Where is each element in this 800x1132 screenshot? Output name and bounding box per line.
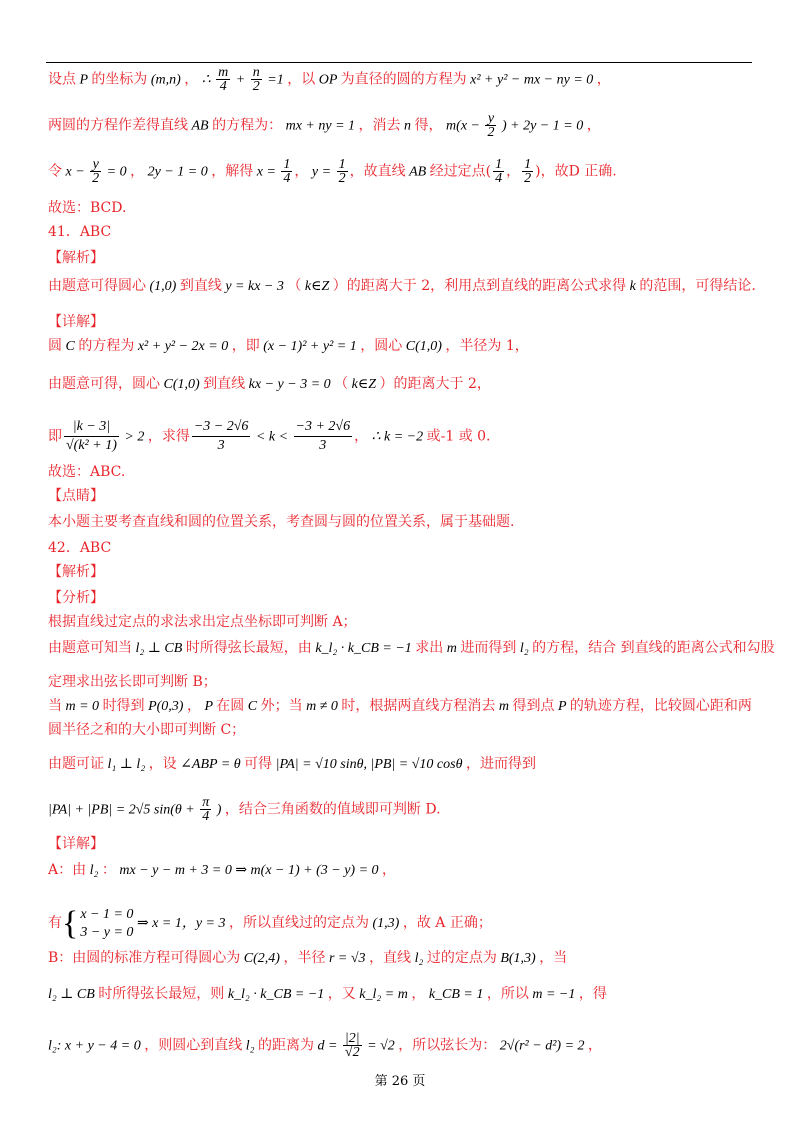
math-expression: |PA| = √10 sinθ, |PB| = √10 cosθ xyxy=(272,757,466,772)
text-run: 故选：ABC. xyxy=(48,464,126,480)
fraction-denominator: 2 xyxy=(338,171,346,186)
text-run: 的范围，可得结论. xyxy=(639,278,756,294)
math-expression: k∈Z xyxy=(348,377,380,392)
text-run: 到直线 xyxy=(179,278,222,294)
text-run: 有 xyxy=(48,915,62,932)
math-expression: ∴ xyxy=(198,72,215,88)
math-expression: ∠ABP = θ xyxy=(176,757,245,772)
fraction-numerator: π xyxy=(202,795,210,810)
fraction-denominator: 2 xyxy=(92,171,100,186)
text-run: ，所以弦长为： xyxy=(398,1037,497,1054)
math-expression: y = xyxy=(308,164,335,180)
text-line xyxy=(48,588,760,608)
text-line xyxy=(48,562,760,582)
text-run: ）的距离大于 2， xyxy=(379,376,491,392)
text-run: ， xyxy=(294,163,309,180)
fraction-numerator: 1 xyxy=(495,157,503,172)
text-line xyxy=(48,672,760,692)
math-expression: ⇒ x = 1，y = 3 xyxy=(133,916,229,932)
math-expression: ) + 2y − 1 = 0 xyxy=(498,118,587,134)
fraction xyxy=(294,418,353,455)
math-expression: |PA| + |PB| = 2√5 sin(θ + xyxy=(48,802,199,818)
fraction xyxy=(337,158,348,185)
math-expression: n xyxy=(400,118,415,134)
text-run: 可得 xyxy=(244,756,273,772)
fraction-numerator: 1 xyxy=(283,157,291,172)
text-line xyxy=(48,796,760,823)
math-expression: B(1,3) xyxy=(496,951,540,966)
text-run: ， xyxy=(184,71,199,88)
fraction-denominator: 4 xyxy=(283,171,291,186)
fraction-denominator: 4 xyxy=(219,79,227,94)
text-run: 42．ABC xyxy=(48,540,112,556)
text-run: 圆 xyxy=(48,338,62,354)
text-line xyxy=(48,834,760,854)
text-line xyxy=(48,486,760,506)
math-expression: (1,0) xyxy=(146,279,180,294)
text-run: 或-1 或 0. xyxy=(426,428,491,445)
text-run: 【详解】 xyxy=(48,314,104,330)
fraction xyxy=(251,66,262,93)
fraction-numerator: |2| xyxy=(344,1031,360,1046)
text-run: 的坐标为 xyxy=(91,71,148,88)
text-run: 当 xyxy=(48,698,62,714)
math-expression: k xyxy=(626,279,640,294)
math-expression: d = xyxy=(313,1038,341,1054)
text-run: 圆半径之和的大小即可判断 C； xyxy=(48,722,246,738)
text-run: 令 xyxy=(48,163,62,180)
text-line xyxy=(48,276,760,297)
math-expression: k_l₂ · k_CB = −1 xyxy=(311,641,416,656)
text-run: 时得到 xyxy=(102,698,145,714)
text-run: 求出 xyxy=(415,640,444,656)
text-line xyxy=(48,158,760,185)
math-expression: x − xyxy=(62,164,89,180)
header-rule xyxy=(46,62,752,63)
fraction xyxy=(485,112,496,139)
math-expression: l₂: x + y − 4 = 0 xyxy=(48,1038,145,1054)
text-run: 进而得到 xyxy=(460,640,517,656)
math-expression: mx + ny = 1 xyxy=(282,118,359,134)
text-run: （ xyxy=(287,278,302,294)
text-line xyxy=(48,612,760,632)
text-run: ， xyxy=(411,986,426,1002)
text-run: ， xyxy=(506,163,521,180)
fraction xyxy=(200,796,211,823)
fraction-numerator: 1 xyxy=(338,157,346,172)
text-run: ： xyxy=(101,862,116,878)
text-run: B：由圆的标准方程可得圆心为 xyxy=(48,950,241,966)
text-line xyxy=(48,336,760,357)
text-run: 由题可证 xyxy=(48,756,104,772)
text-run: ， xyxy=(354,428,369,445)
text-run: 到直线 xyxy=(203,376,246,392)
text-line xyxy=(48,66,760,93)
math-expression: 2y − 1 = 0 xyxy=(144,164,212,180)
math-expression: l₂ xyxy=(242,1038,258,1054)
text-run: 的轨迹方程，比较圆心距和两 xyxy=(569,698,752,714)
text-run: 经过定点( xyxy=(429,163,492,180)
math-expression: < k < xyxy=(252,429,292,445)
text-run: ，解得 xyxy=(211,163,254,180)
text-run: ，半径 xyxy=(283,950,326,966)
text-run: 本小题主要考查直线和圆的位置关系，考查圆与圆的位置关系，属于基础题. xyxy=(48,514,515,530)
math-expression: AB xyxy=(405,164,430,180)
text-run: 外；当 xyxy=(260,698,303,714)
text-line xyxy=(48,418,760,455)
fraction-denominator: 4 xyxy=(202,809,210,824)
text-run: 时所得弦长最短，则 xyxy=(98,986,225,1002)
text-run: ， xyxy=(596,71,611,88)
text-run: ，圆心 xyxy=(360,338,403,354)
text-run: ，即 xyxy=(231,338,260,354)
text-run: 的方程为 xyxy=(78,338,135,354)
text-line xyxy=(48,948,760,969)
fraction-numerator: 1 xyxy=(524,157,532,172)
text-run: ， xyxy=(130,163,145,180)
text-line xyxy=(48,462,760,482)
text-run: ，故 A 正确； xyxy=(402,915,492,932)
fraction-denominator: 3 xyxy=(319,438,327,453)
fraction-numerator: −3 + 2√6 xyxy=(294,418,353,437)
text-line xyxy=(48,222,760,242)
math-expression: m = 0 xyxy=(62,699,103,714)
fraction-numerator: n xyxy=(252,65,260,80)
text-run: ，以 xyxy=(287,71,316,88)
text-run: A：由 xyxy=(48,862,87,878)
fraction-numerator: y xyxy=(485,112,496,126)
text-line xyxy=(48,720,760,740)
text-run: 两圆的方程作差得直线 xyxy=(48,117,188,134)
equation-system xyxy=(62,905,134,942)
text-run: ，设 xyxy=(148,756,177,772)
equation-row: 3 − y = 0 xyxy=(80,925,134,940)
text-run: ，又 xyxy=(327,986,356,1002)
text-run: 的方程，结合 到直线的距离公式和勾股 xyxy=(532,640,775,656)
text-line xyxy=(48,312,760,332)
text-line xyxy=(48,512,760,532)
math-expression: 2√(r² − d²) = 2 xyxy=(496,1038,589,1054)
text-run: ，则圆心到直线 xyxy=(144,1037,243,1054)
text-run: 在圆 xyxy=(216,698,245,714)
math-expression: C(2,4) xyxy=(240,951,284,966)
math-expression: k∈Z xyxy=(301,279,333,294)
text-run: 【点睛】 xyxy=(48,488,104,504)
math-expression: P xyxy=(554,699,570,714)
text-run: 由题意可得，圆心 xyxy=(48,376,160,392)
math-expression: l₂ ⊥ CB xyxy=(132,641,186,656)
math-expression: > 2 xyxy=(120,429,148,445)
text-run: （ xyxy=(334,376,349,392)
text-line xyxy=(48,860,760,881)
math-expression: = √2 xyxy=(363,1038,399,1054)
text-line xyxy=(48,984,760,1005)
fraction xyxy=(90,158,101,185)
math-expression: y = kx − 3 xyxy=(221,279,288,294)
text-run: ，所以直线过的定点为 xyxy=(229,915,369,932)
fraction xyxy=(281,158,292,185)
text-run: ，所以 xyxy=(486,986,529,1002)
math-expression: C xyxy=(244,699,261,714)
text-run: ，当 xyxy=(539,950,568,966)
math-expression: m(x − xyxy=(442,118,484,134)
text-run: ， xyxy=(586,117,601,134)
text-run: )，故D 正确. xyxy=(535,163,617,180)
text-line xyxy=(48,374,760,395)
math-expression: AB xyxy=(188,118,213,134)
math-expression: P xyxy=(200,699,217,714)
math-expression: C(1,0) xyxy=(402,339,446,354)
text-line xyxy=(48,754,760,775)
text-run: 得到点 xyxy=(512,698,555,714)
text-run: ）的距离大于 2，利用点到直线的距离公式求得 xyxy=(332,278,627,294)
math-expression: (x − 1)² + y² = 1 xyxy=(259,339,361,354)
fraction-numerator: −3 − 2√6 xyxy=(192,418,251,437)
math-expression: m ≠ 0 xyxy=(302,699,342,714)
text-run: ， xyxy=(186,698,201,714)
text-line xyxy=(48,248,760,268)
math-expression: C(1,0) xyxy=(160,377,204,392)
text-line xyxy=(48,906,760,942)
text-line xyxy=(48,198,760,218)
math-expression: (1,3) xyxy=(369,916,403,932)
text-run: ，直线 xyxy=(369,950,412,966)
math-expression: x = xyxy=(253,164,280,180)
text-run: 设点 xyxy=(48,71,76,88)
text-line xyxy=(48,696,760,717)
fraction-numerator: m xyxy=(218,65,229,80)
math-expression: l₂ xyxy=(86,863,102,878)
text-run: ， xyxy=(382,862,397,878)
brace-symbol: { xyxy=(62,905,79,942)
math-expression: x² + y² − 2x = 0 xyxy=(134,339,232,354)
math-expression: P xyxy=(76,72,92,88)
math-expression: P(0,3) xyxy=(144,699,187,714)
text-run: 【详解】 xyxy=(48,836,104,852)
fraction-denominator: 4 xyxy=(495,171,503,186)
text-run: 故选：BCD. xyxy=(48,200,127,216)
fraction-denominator: 2 xyxy=(252,79,260,94)
math-expression: mx − y − m + 3 = 0 ⇒ m(x − 1) + (3 − y) = 0 xyxy=(115,863,383,878)
text-run: ，故直线 xyxy=(349,163,406,180)
fraction-denominator: √2 xyxy=(344,1045,360,1060)
text-run: 由题意可得圆心 xyxy=(48,278,146,294)
fraction xyxy=(343,1032,362,1059)
math-expression: k_l₂ · k_CB = −1 xyxy=(224,987,328,1002)
text-run: 定理求出弦长即可判断 B； xyxy=(48,674,217,690)
math-expression: l₁ ⊥ l₂ xyxy=(104,757,149,772)
text-run: 41．ABC xyxy=(48,224,112,240)
math-expression: kx − y − 3 = 0 xyxy=(245,377,335,392)
text-run: 【分析】 xyxy=(48,590,104,606)
fraction-denominator: 2 xyxy=(487,125,495,140)
text-run: 根据直线过定点的求法求出定点坐标即可判断 A； xyxy=(48,614,357,630)
math-expression: l₂ xyxy=(411,951,427,966)
text-run: ，进而得到 xyxy=(465,756,536,772)
fraction-numerator: |k − 3| xyxy=(64,418,119,437)
math-expression: + xyxy=(232,72,249,88)
text-run: 的方程为： xyxy=(212,117,283,134)
text-run: 【解析】 xyxy=(48,564,104,580)
text-run: ，结合三角函数的值域即可判断 D. xyxy=(224,801,441,818)
fraction xyxy=(192,418,251,455)
text-run: ，消去 xyxy=(358,117,401,134)
math-expression: =1 xyxy=(263,72,288,88)
text-run: 时，根据两直线方程消去 xyxy=(341,698,496,714)
text-run: 过的定点为 xyxy=(426,950,497,966)
text-run: 即 xyxy=(48,428,62,445)
math-expression: C xyxy=(62,339,79,354)
math-expression: m = −1 xyxy=(528,987,579,1002)
text-run: 时所得弦长最短，由 xyxy=(185,640,312,656)
math-expression: r = √3 xyxy=(325,951,370,966)
fraction-numerator: y xyxy=(90,158,101,172)
math-expression: k_l₂ = m xyxy=(355,987,412,1002)
math-expression: OP xyxy=(315,72,341,88)
text-line xyxy=(48,638,775,659)
equation-system-rows xyxy=(80,906,133,942)
text-line xyxy=(48,538,760,558)
text-run: 【解析】 xyxy=(48,250,104,266)
text-run: ，半径为 1， xyxy=(445,338,529,354)
fraction xyxy=(216,66,230,93)
math-expression: l₂ xyxy=(516,641,533,656)
fraction-denominator: √(k² + 1) xyxy=(66,438,117,453)
fraction xyxy=(493,158,504,185)
equation-row: x − 1 = 0 xyxy=(80,907,134,922)
fraction-denominator: 3 xyxy=(217,438,225,453)
fraction-denominator: 2 xyxy=(524,171,532,186)
math-expression: l₂ ⊥ CB xyxy=(48,987,99,1002)
text-run: 为直径的圆的方程为 xyxy=(340,71,467,88)
math-expression: ) xyxy=(213,802,225,818)
math-expression: m xyxy=(495,699,513,714)
math-expression: m xyxy=(443,641,461,656)
fraction xyxy=(64,418,119,455)
math-expression: ∴ k = −2 xyxy=(368,429,427,445)
text-run: ，求得 xyxy=(147,428,190,445)
math-expression: x² + y² − mx − ny = 0 xyxy=(466,72,597,88)
text-line xyxy=(48,112,760,139)
text-run: 的距离为 xyxy=(257,1037,314,1054)
page-number: 第 26 页 xyxy=(374,1074,426,1089)
text-run: ， xyxy=(588,1037,603,1054)
fraction xyxy=(522,158,533,185)
text-line xyxy=(48,1032,760,1059)
math-expression: k_CB = 1 xyxy=(425,987,487,1002)
math-expression: (m,n) xyxy=(147,72,185,88)
text-run: ，得 xyxy=(578,986,607,1002)
math-expression: = 0 xyxy=(103,164,131,180)
text-run: 得， xyxy=(414,117,443,134)
text-run: 由题意可知当 xyxy=(48,640,132,656)
